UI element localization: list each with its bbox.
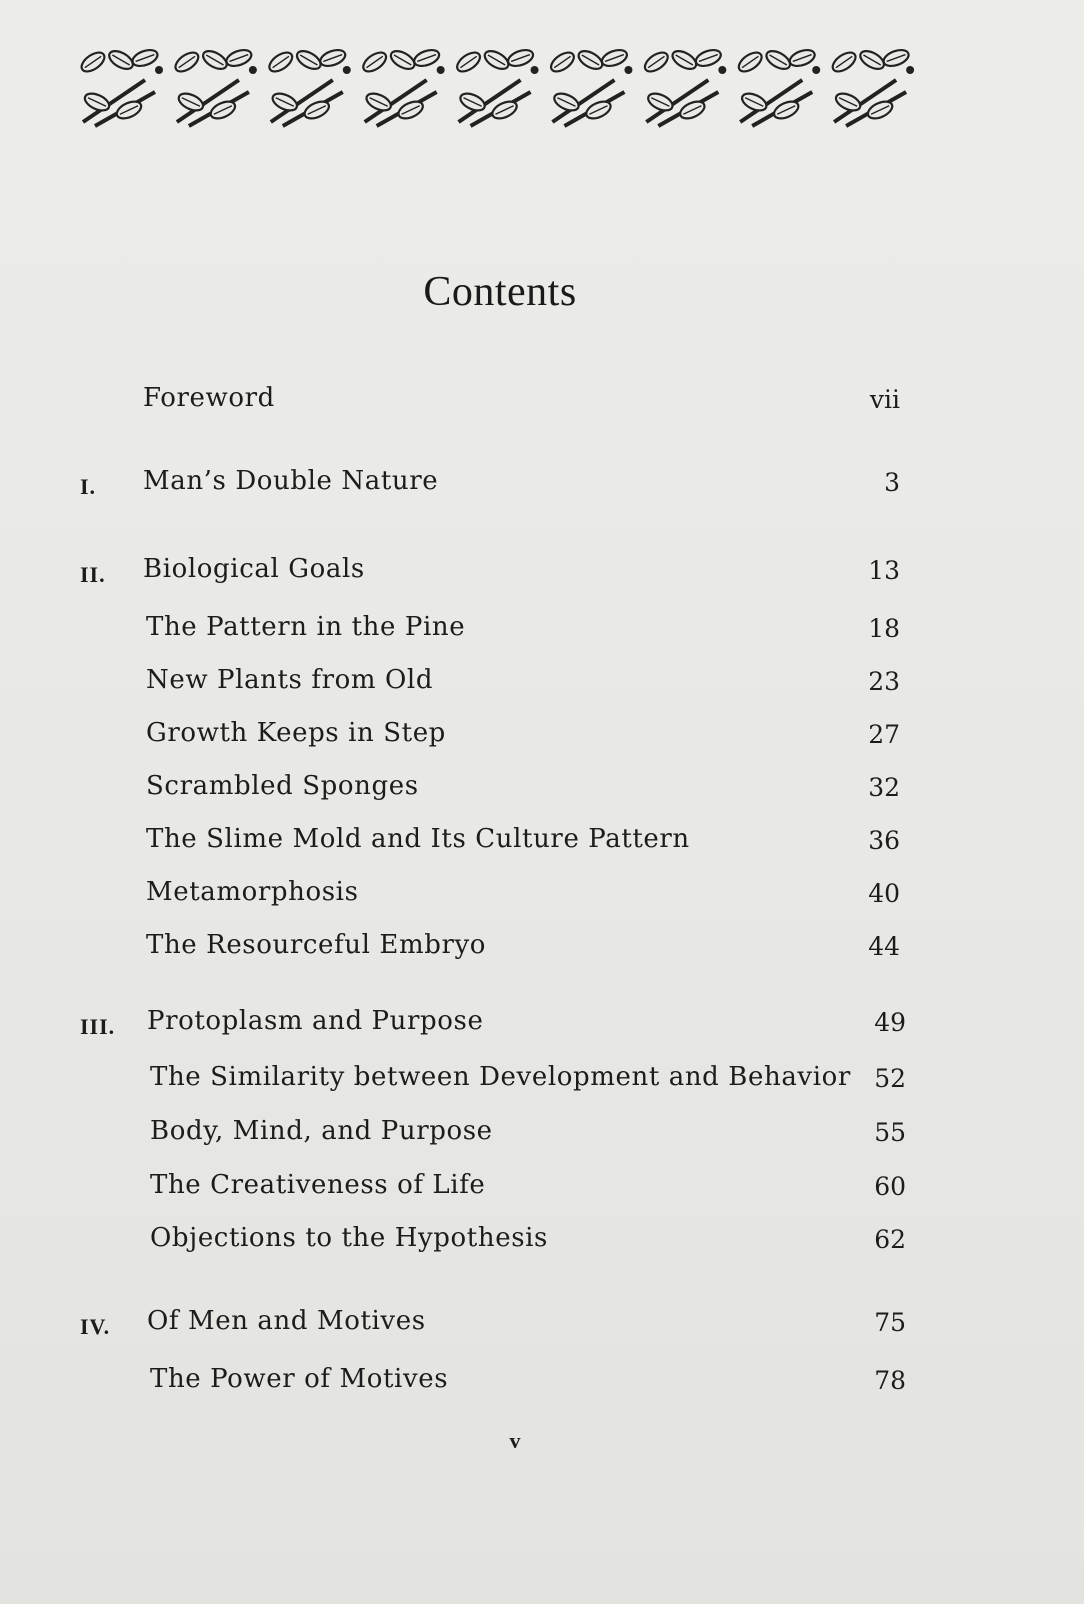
toc-entry-title: Metamorphosis bbox=[146, 877, 359, 907]
toc-page-number: 13 bbox=[868, 556, 900, 585]
toc-entry-title: Biological Goals bbox=[143, 554, 365, 584]
toc-chapter-row bbox=[0, 1306, 1084, 1346]
toc-entry-title: New Plants from Old bbox=[146, 665, 434, 695]
toc-page-number: 55 bbox=[874, 1118, 906, 1147]
toc-section-row bbox=[0, 771, 1084, 811]
toc-entry-title: Scrambled Sponges bbox=[146, 771, 419, 801]
toc-chapter-row bbox=[0, 554, 1084, 594]
toc-page-number: 78 bbox=[874, 1366, 906, 1395]
toc-page-number: 18 bbox=[868, 614, 900, 643]
toc-entry-title: Of Men and Motives bbox=[147, 1306, 426, 1336]
toc-page-number: 52 bbox=[874, 1064, 906, 1093]
toc-page-number: 40 bbox=[868, 879, 900, 908]
toc-section-row bbox=[0, 1223, 1084, 1263]
toc-section-row bbox=[0, 1364, 1084, 1404]
toc-chapter-row bbox=[0, 466, 1084, 506]
toc-entry-title: The Power of Motives bbox=[150, 1364, 449, 1394]
toc-page-number: 32 bbox=[868, 773, 900, 802]
leaf-sprig-icon bbox=[172, 47, 257, 126]
toc-page-number: vii bbox=[869, 385, 900, 414]
toc-section-row bbox=[0, 1062, 1084, 1102]
chapter-number: III. bbox=[80, 1014, 116, 1039]
chapter-number: II. bbox=[80, 562, 106, 587]
toc-section-row bbox=[0, 612, 1084, 652]
leaf-sprig-icon bbox=[548, 47, 633, 126]
toc-section-row bbox=[0, 824, 1084, 864]
toc-page-number: 36 bbox=[868, 826, 900, 855]
leaf-sprig-icon bbox=[454, 47, 539, 126]
toc-entry-title: Objections to the Hypothesis bbox=[150, 1223, 548, 1253]
chapter-number: IV. bbox=[80, 1314, 111, 1339]
toc-page-number: 3 bbox=[884, 468, 900, 497]
toc-page-number: 23 bbox=[868, 667, 900, 696]
toc-entry-title: Foreword bbox=[143, 383, 275, 413]
leaf-sprig-icon bbox=[829, 47, 914, 126]
toc-page-number: 75 bbox=[874, 1308, 906, 1337]
toc-entry-title: The Creativeness of Life bbox=[150, 1170, 486, 1200]
toc-section-row bbox=[0, 1170, 1084, 1210]
toc-page-number: 27 bbox=[868, 720, 900, 749]
toc-chapter-row bbox=[0, 383, 1084, 423]
page-title: Contents bbox=[423, 269, 577, 315]
toc-entry-title: Protoplasm and Purpose bbox=[147, 1006, 484, 1036]
toc-chapter-row bbox=[0, 1006, 1084, 1046]
page-folio: v bbox=[509, 1428, 521, 1453]
toc-entry-title: The Similarity between Development and Behavior bbox=[150, 1062, 851, 1092]
toc-entry-title: Man’s Double Nature bbox=[143, 466, 439, 496]
toc-section-row bbox=[0, 718, 1084, 758]
leaf-sprig-icon bbox=[360, 47, 445, 126]
toc-section-row bbox=[0, 877, 1084, 917]
toc-section-row bbox=[0, 665, 1084, 705]
toc-page-number: 44 bbox=[868, 932, 900, 961]
leaf-sprig-icon bbox=[266, 47, 351, 126]
leaf-sprig-icon bbox=[78, 47, 163, 126]
leaf-sprig-icon bbox=[736, 47, 821, 126]
toc-section-row bbox=[0, 1116, 1084, 1156]
toc-entry-title: The Pattern in the Pine bbox=[146, 612, 466, 642]
toc-entry-title: The Slime Mold and Its Culture Pattern bbox=[146, 824, 690, 854]
toc-entry-title: The Resourceful Embryo bbox=[146, 930, 487, 960]
toc-entry-title: Body, Mind, and Purpose bbox=[150, 1116, 493, 1146]
leaf-border-ornament bbox=[75, 40, 920, 132]
toc-page-number: 49 bbox=[874, 1008, 906, 1037]
chapter-number: I. bbox=[80, 474, 97, 499]
toc-section-row bbox=[0, 930, 1084, 970]
toc-page-number: 62 bbox=[874, 1225, 906, 1254]
toc-page-number: 60 bbox=[874, 1172, 906, 1201]
toc-entry-title: Growth Keeps in Step bbox=[146, 718, 446, 748]
leaf-sprig-icon bbox=[642, 47, 727, 126]
